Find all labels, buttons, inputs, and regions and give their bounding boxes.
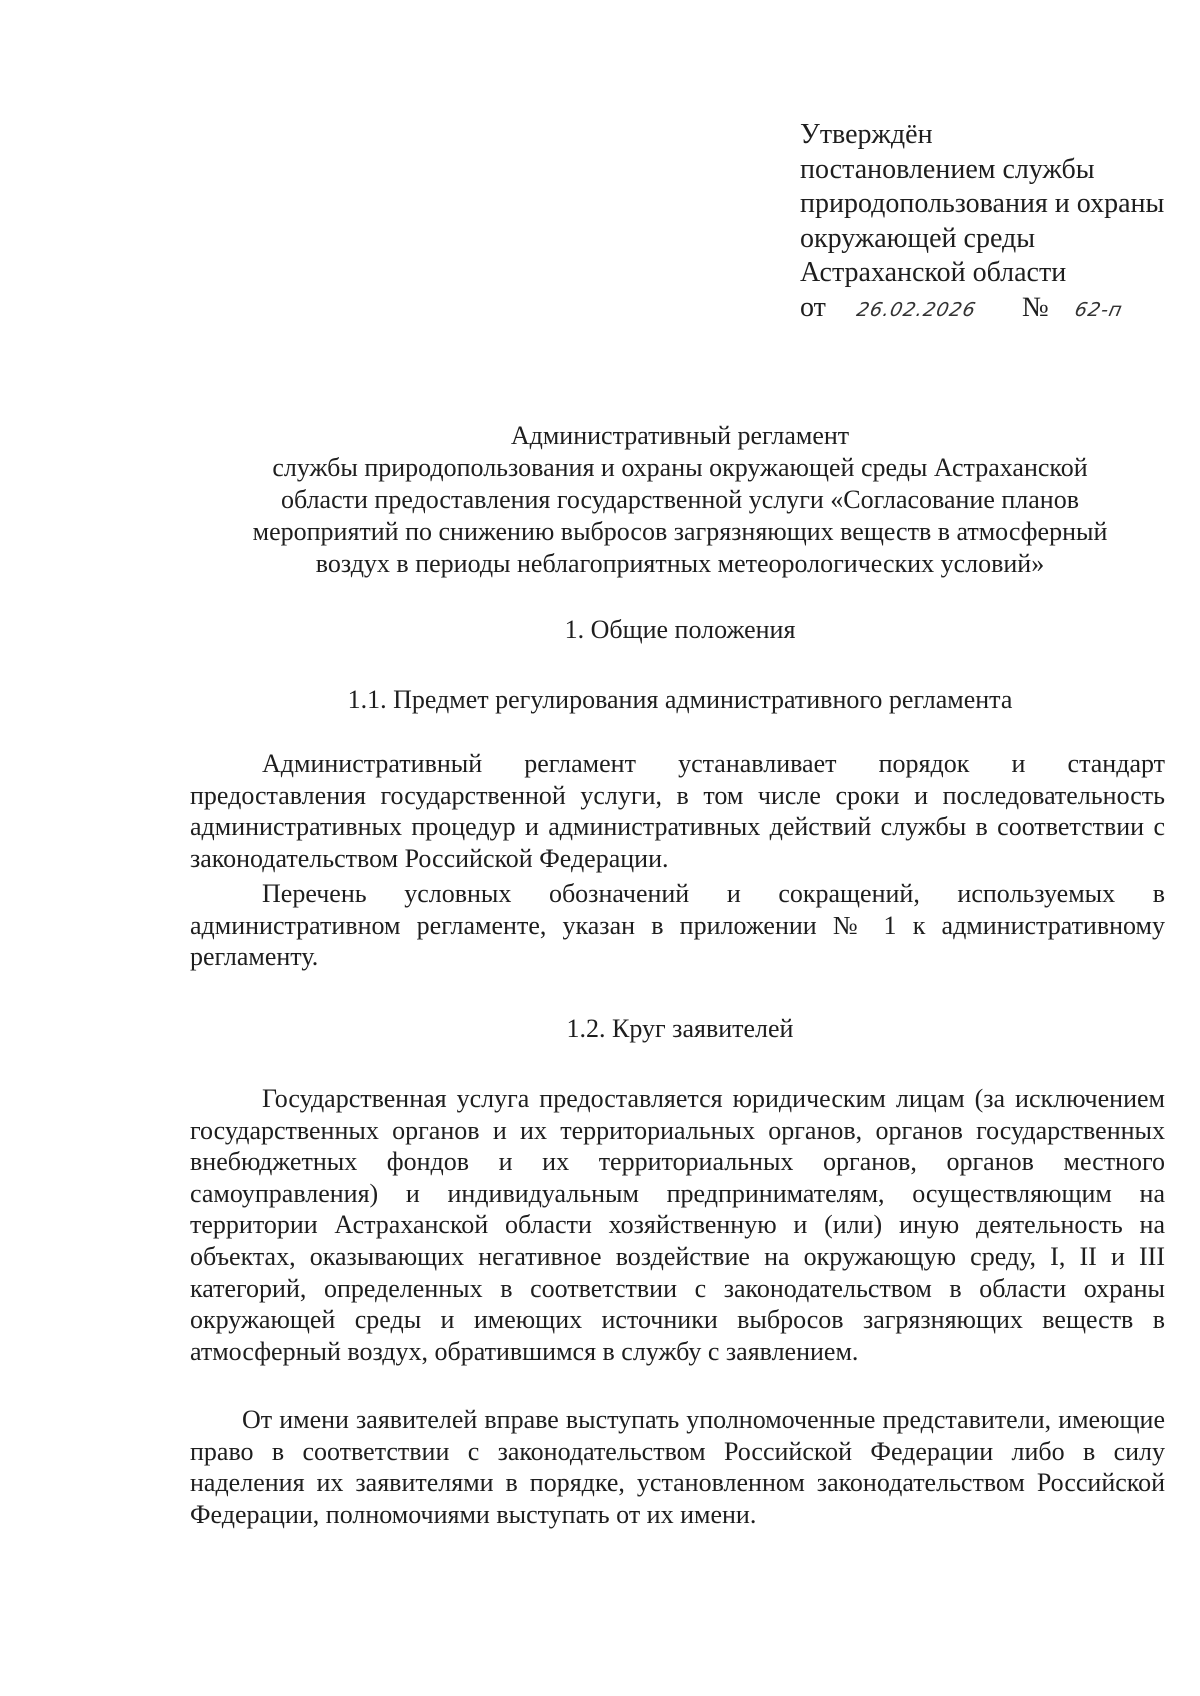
approval-line: Утверждён (800, 119, 933, 150)
date-prefix: от (800, 291, 826, 323)
paragraph-applicants: Государственная услуга предоставляется юридическим лицам (за исключением государственных органов и их территориальных органов, органов государственных внебюджетных фондов и их территориальных органов, органов местного самоуправления) и индивидуальным предпринимателям, осуществляющим на территории Астраханской области хозяйственную и (или) иную деятельность на объектах, оказывающих негативное воздействие на окружающую среду, I, II и III категорий, определенных в соответствии с законодательством в области охраны окружающей среды и имеющих источники выбросов загрязняющих веществ в атмосферный воздух, обратившимся в службу с заявлением. (190, 1084, 1165, 1366)
approval-line: постановлением службы (800, 153, 1095, 185)
section-heading-general: 1. Общие положения (564, 615, 796, 644)
handwritten-date: 26.02.2026 (854, 298, 979, 321)
number-sign: № (1022, 291, 1049, 323)
section-heading-applicants: 1.2. Круг заявителей (566, 1014, 794, 1043)
paragraph-representatives: От имени заявителей вправе выступать уполномоченные представители, имеющие право в соответствии с законодательством Российской Федерации либо в силу наделения их заявителями в порядке, установленном законодательством Российской Федерации, полномочиями выступать от их имени. (190, 1405, 1165, 1529)
paragraph-abbreviations: Перечень условных обозначений и сокращений, используемых в административном регламенте, указан в приложении № 1 к административному регламенту. (190, 879, 1165, 972)
section-heading-subject: 1.1. Предмет регулирования административного регламента (347, 685, 1013, 714)
approval-line: природопользования и охраны (800, 188, 1165, 219)
approval-line: окружающей среды (800, 222, 1036, 254)
approval-stamp-block (800, 118, 1180, 325)
paragraph-regulation-scope: Административный регламент устанавливает порядок и стандарт предоставления государственной услуги, в том числе сроки и последовательность административных процедур и административных действий службы в соответствии с законодательством Российской Федерации. (190, 749, 1165, 873)
approval-date-line (800, 291, 1180, 326)
title-line: Административный регламент (510, 421, 850, 450)
approval-line: Астраханской области (800, 257, 1067, 288)
title-line: области предоставления государственной услуги «Согласование планов (281, 485, 1079, 514)
title-line: воздух в периоды неблагоприятных метеорологических условий» (315, 549, 1045, 578)
title-line: мероприятий по снижению выбросов загрязняющих веществ в атмосферный (252, 517, 1108, 546)
document-title (200, 420, 1160, 580)
title-line: службы природопользования и охраны окружающей среды Астраханской (272, 453, 1088, 482)
handwritten-number: 62-п (1072, 298, 1125, 321)
